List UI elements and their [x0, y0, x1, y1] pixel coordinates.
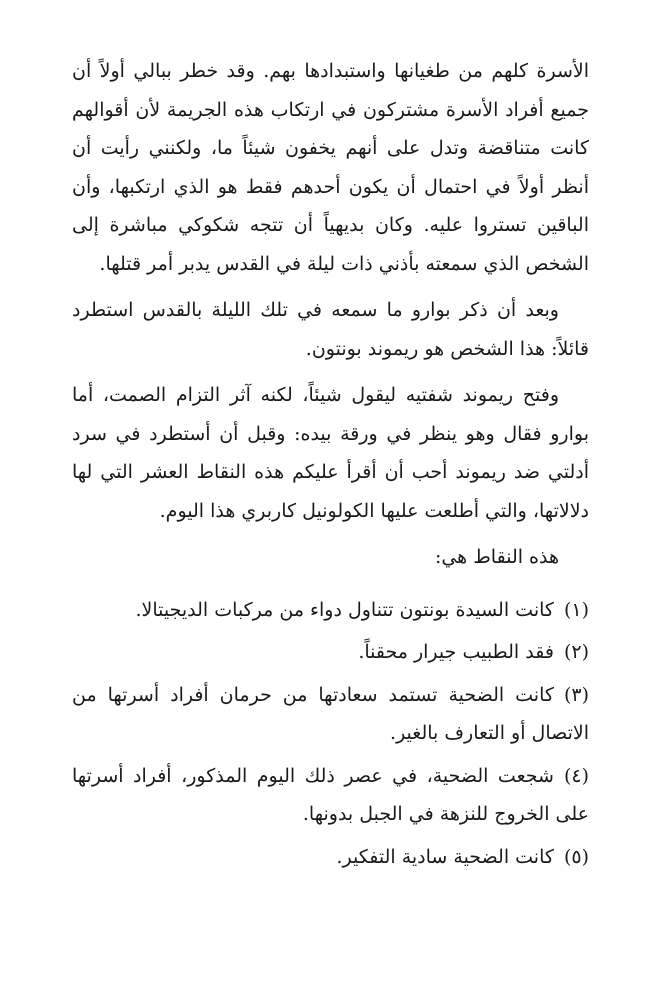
point-number: (٢) — [563, 641, 589, 663]
list-item — [72, 757, 589, 834]
list-item — [72, 838, 589, 877]
point-text: شجعت الضحية، في عصر ذلك اليوم المذكور، أفراد أسرتها على الخروج للنزهة في الجبل بدونها. — [72, 764, 589, 825]
list-item — [72, 633, 589, 672]
points-intro: هذه النقاط هي: — [434, 546, 559, 568]
point-number: (١) — [563, 598, 589, 621]
point-text: كانت السيدة بونتون تتناول دواء من مركبات الديجيتالا. — [135, 598, 554, 621]
paragraph-family-suspicion: الأسرة كلهم من طغيانها واستبدادها بهم. وقد خطر ببالي أولاً أن جميع أفراد الأسرة مشتركون في ارتكاب هذه الجريمة لأن أقوالهم كانت متناقضة وتدل على أنهم يخفون شيئاً ما، ولكنني رأيت أن أنظر أولاً في احتمال أن يكون أحدهم فقط هو الذي ارتكبها، وأن الباقين تستروا عليه. وكان بديهياً أن تتجه شكوكي مباشرة إلى الشخص الذي سمعته بأذني ذات ليلة في القدس يدبر أمر قتلها. — [72, 60, 589, 275]
paragraph-poirot-names-raymond: وبعد أن ذكر بوارو ما سمعه في تلك الليلة بالقدس استطرد قائلاً: هذا الشخص هو ريموند بونتون. — [72, 299, 589, 360]
list-item — [72, 591, 589, 630]
point-number: (٤) — [563, 764, 589, 787]
point-number: (٥) — [563, 845, 589, 868]
point-number: (٣) — [563, 683, 589, 706]
list-item — [72, 676, 589, 753]
point-text: كانت الضحية سادية التفكير. — [336, 845, 554, 868]
point-text: فقد الطبيب جيرار محقناً. — [358, 641, 554, 663]
point-text: كانت الضحية تستمد سعادتها من حرمان أفراد أسرتها من الاتصال أو التعارف بالغير. — [72, 683, 589, 744]
paragraph-raymond-silence: وفتح ريموند شفتيه ليقول شيئاً، لكنه آثر التزام الصمت، أما بوارو فقال وهو ينظر في ورقة بيده: وقبل أن أستطرد في سرد أدلتي ضد ريموند أحب أن أقرأ عليكم هذه النقاط العشر التي لها دلالاتها، والتي أطلعت عليها الكولونيل كاربري هذا اليوم. — [72, 384, 589, 522]
points-list — [72, 591, 589, 877]
